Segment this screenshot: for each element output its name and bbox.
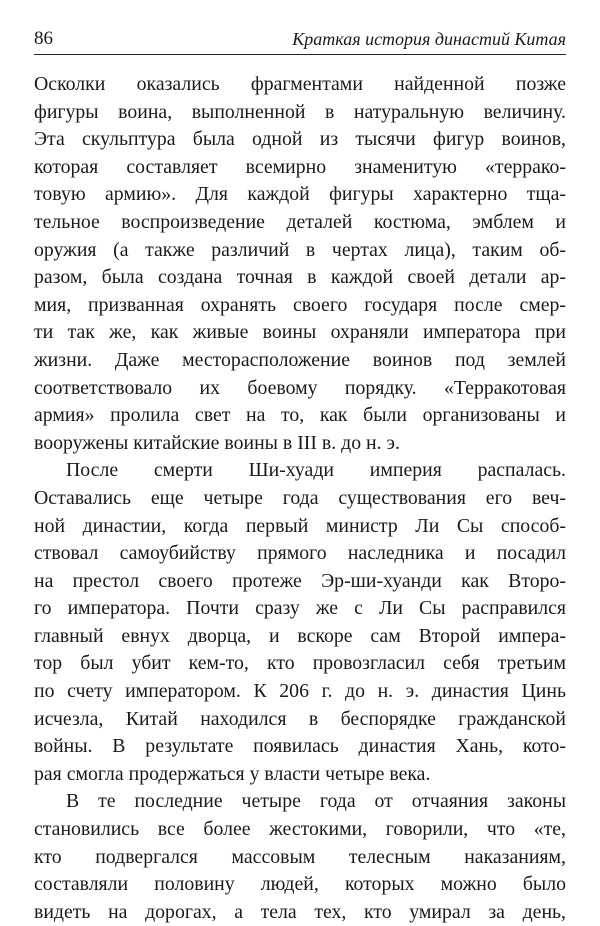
text-line: ной династии, когда первый министр Ли Сы способ-	[34, 514, 566, 537]
text-line: которая составляет всемирно знаменитую «террако-	[34, 155, 566, 178]
text-line: составляли половину людей, которых можно было	[34, 873, 566, 896]
text-line: оружия (а также различий в чертах лица), таким об-	[34, 238, 566, 261]
text-line: товую армию». Для каждой фигуры характерно тща-	[34, 183, 566, 206]
paragraph-start-line: В те последние четыре года от отчаяния законы	[66, 790, 566, 813]
text-line: тельное воспроизведение деталей костюма, эмблем и	[34, 210, 566, 233]
text-line: исчезла, Китай находился в беспорядке гражданской	[34, 707, 566, 730]
text-line: становились все более жестокими, говорили, что «те,	[34, 818, 566, 841]
paragraph-end-line: рая смогла продержаться у власти четыре века.	[34, 762, 431, 785]
running-header	[34, 26, 566, 55]
text-line: мия, призванная охранять своего государя после смер-	[34, 293, 566, 316]
body-text	[34, 71, 566, 926]
text-line: ти так же, как живые воины охраняли императора при	[34, 321, 566, 344]
text-line: Осколки оказались фрагментами найденной позже	[34, 73, 566, 95]
paragraph-start-line: После смерти Ши-хуади империя распалась.	[66, 459, 566, 482]
text-line: главный евнух дворца, и вскоре сам Второй импера-	[34, 624, 566, 647]
text-line: соответствовало их боевому порядку. «Терракотовая	[34, 376, 566, 399]
text-line: Оставались еще четыре года существования его веч-	[34, 486, 566, 509]
text-line: на престол своего протеже Эр-ши-хуанди как Второ-	[34, 569, 566, 592]
text-line: кто подвергался массовым телесным наказаниям,	[34, 845, 566, 868]
text-line: войны. В результате появилась династия Хань, кото-	[34, 735, 566, 758]
text-line: тор был убит кем-то, кто провозгласил себя третьим	[34, 652, 566, 675]
text-line: Эта скульптура была одной из тысячи фигур воинов,	[34, 128, 566, 151]
text-line: по счету императором. К 206 г. до н. э. династия Цинь	[34, 680, 566, 703]
text-line: армия» пролила свет на то, как были организованы и	[34, 404, 566, 427]
page-number: 86	[34, 28, 53, 49]
text-line: фигуры воина, выполненной в натуральную величину.	[34, 100, 566, 123]
text-line: го императора. Почти сразу же с Ли Сы расправился	[34, 597, 566, 620]
text-line: ствовал самоубийству прямого наследника и посадил	[34, 542, 566, 565]
text-line: жизни. Даже месторасположение воинов под землей	[34, 348, 566, 371]
text-line: разом, была создана точная в каждой своей детали ар-	[34, 266, 566, 289]
text-line: видеть на дорогах, а тела тех, кто умирал за день,	[34, 900, 566, 923]
book-title: Краткая история династий Китая	[292, 29, 566, 49]
paragraph-end-line: вооружены китайские воины в III в. до н. э.	[34, 431, 400, 454]
